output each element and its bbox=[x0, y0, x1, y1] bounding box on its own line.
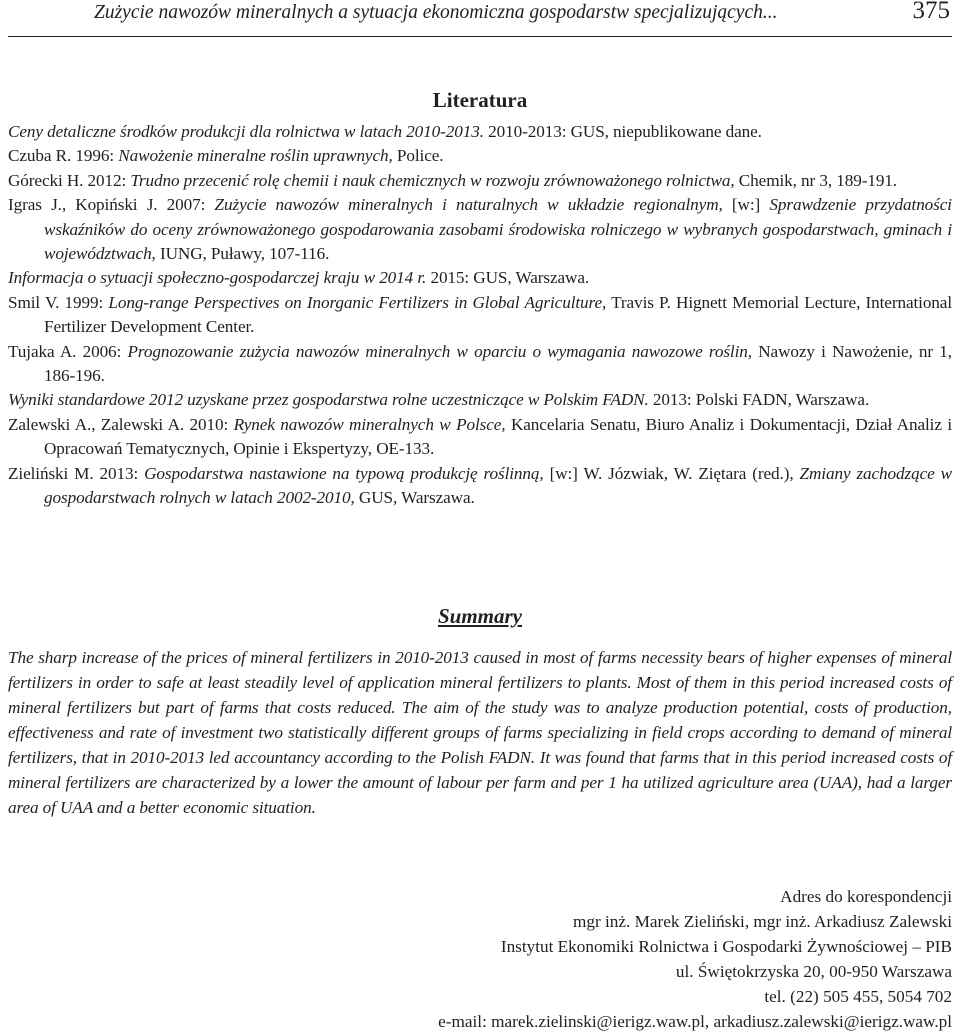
address-street: ul. Świętokrzyska 20, 00-950 Warszawa bbox=[675, 962, 952, 981]
running-title: Zużycie nawozów mineralnych a sytuacja ekonomiczna gospodarstw specjalizujących... bbox=[94, 2, 778, 23]
page-number: 375 bbox=[912, 0, 950, 24]
summary-text: The sharp increase of the prices of mineral fertilizers in 2010-2013 caused in most of farms necessity bears of higher expenses of mineral fertilizers in order to safe at least steadily level of application mineral fertilizers to plants. Most of them in this period increased costs of mineral fertilizers but part of farms that costs reduced. The aim of the study was to analyze production potential, costs of production, effectiveness and rate of investment two statistically different groups of farms specializing in field crops according to demand of mineral fertilizers, that in 2010-2013 led accountancy according to the Polish FADN. It was found that farms that in this period increased costs of mineral fertilizers are characterized by a lower the amount of labour per farm and per 1 ha utilized agriculture area (UAA), had a larger area of UAA and a better economic situation. bbox=[8, 648, 952, 817]
reference-item: Górecki H. 2012: Trudno przecenić rolę chemii i nauk chemicznych w rozwoju zrównoważonego rolnictwa, Chemik, nr 3, 189-191. bbox=[8, 170, 898, 190]
summary-heading: Summary bbox=[437, 604, 523, 628]
address-email: e-mail: marek.zielinski@ierigz.waw.pl, arkadiusz.zalewski@ierigz.waw.pl bbox=[438, 1012, 952, 1031]
reference-list bbox=[8, 120, 952, 511]
reference-item: Tujaka A. 2006: Prognozowanie zużycia nawozów mineralnych w oparciu o wymagania nawozowe roślin, Nawozy i Nawożenie, nr 1, 186-196. bbox=[8, 341, 952, 386]
reference-item: Zalewski A., Zalewski A. 2010: Rynek nawozów mineralnych w Polsce, Kancelaria Senatu, Biuro Analiz i Dokumentacji, Dział Analiz i Opracowań Tematycznych, Opinie i Ekspertyzy, OE-133. bbox=[8, 414, 952, 459]
address-institution: Instytut Ekonomiki Rolnictwa i Gospodarki Żywnościowej – PIB bbox=[500, 937, 952, 956]
address-heading: Adres do korespondencji bbox=[780, 887, 952, 906]
reference-item: Czuba R. 1996: Nawożenie mineralne roślin uprawnych, Police. bbox=[8, 146, 444, 166]
reference-item: Smil V. 1999: Long-range Perspectives on Inorganic Fertilizers in Global Agriculture, Travis P. Hignett Memorial Lecture, International Fertilizer Development Center. bbox=[8, 292, 953, 337]
literature-heading: Literatura bbox=[432, 88, 528, 112]
running-header bbox=[8, 0, 952, 37]
reference-item: Informacja o sytuacji społeczno-gospodarczej kraju w 2014 r. 2015: GUS, Warszawa. bbox=[8, 268, 590, 288]
reference-item: Ceny detaliczne środków produkcji dla rolnictwa w latach 2010-2013. 2010-2013: GUS, niepublikowane dane. bbox=[8, 122, 762, 141]
reference-item: Wyniki standardowe 2012 uzyskane przez gospodarstwa rolne uczestniczące w Polskim FADN. 2013: Polski FADN, Warszawa. bbox=[8, 390, 870, 410]
correspondence-address bbox=[438, 884, 952, 1034]
reference-item: Igras J., Kopiński J. 2007: Zużycie nawozów mineralnych i naturalnych w układzie regionalnym, [w:] Sprawdzenie przydatności wskaźników do oceny zrównoważonego gospodarowania zasobami środowiska rolniczego w wybranych gospodarstwach, gminach i województwach, IUNG, Puławy, 107-116. bbox=[8, 195, 952, 264]
reference-item: Zieliński M. 2013: Gospodarstwa nastawione na typową produkcję roślinną, [w:] W. Józwiak, W. Ziętara (red.), Zmiany zachodzące w gospodarstwach rolnych w latach 2002-2010, GUS, Warszawa. bbox=[8, 463, 952, 508]
address-authors: mgr inż. Marek Zieliński, mgr inż. Arkadiusz Zalewski bbox=[573, 912, 952, 931]
address-phone: tel. (22) 505 455, 5054 702 bbox=[764, 987, 952, 1006]
